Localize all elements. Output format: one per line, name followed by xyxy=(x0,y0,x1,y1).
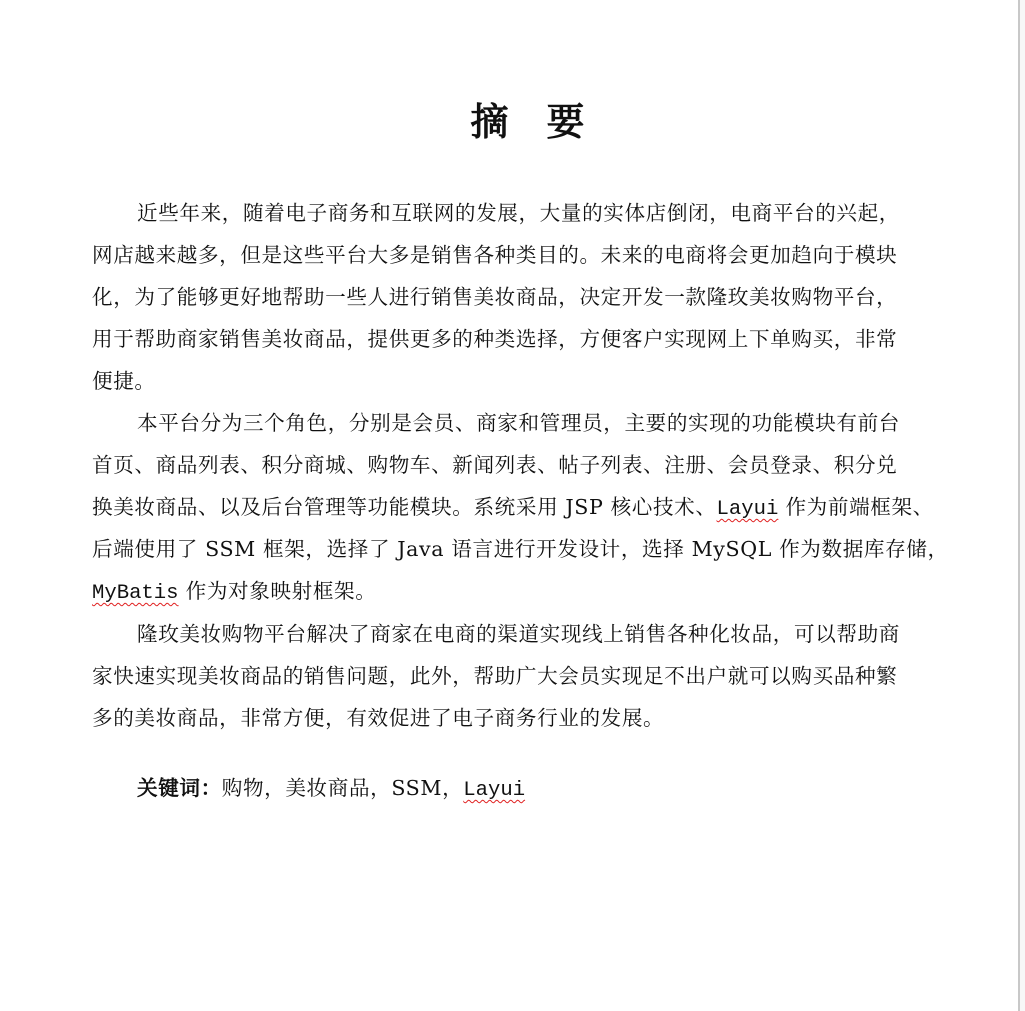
paragraph-2-line-1: 本平台分为三个角色，分别是会员、商家和管理员，主要的实现的功能模块有前台 xyxy=(137,411,900,435)
paragraph-2-line-4: 后端使用了 SSM 框架，选择了 Java 语言进行开发设计，选择 MySQL 作为数据库存储， xyxy=(92,537,949,561)
paragraph-3-line-1: 隆玫美妆购物平台解决了商家在电商的渠道实现线上销售各种化妆品，可以帮助商 xyxy=(137,622,900,646)
line-text: 换美妆商品、以及后台管理等功能模块。系统采用 JSP 核心技术、 xyxy=(92,495,717,519)
paragraph-1-line-4: 用于帮助商家销售美妆商品，提供更多的种类选择，方便客户实现网上下单购买，非常 xyxy=(92,327,898,351)
abstract-title xyxy=(0,96,1025,148)
workspace-gutter xyxy=(1020,0,1025,1011)
paragraph-2-line-2: 首页、商品列表、积分商城、购物车、新闻列表、帖子列表、注册、会员登录、积分兑 xyxy=(92,453,898,477)
paragraph-1-line-3: 化，为了能够更好地帮助一些人进行销售美妆商品，决定开发一款隆玫美妆购物平台， xyxy=(92,285,898,309)
keywords-label: 关键词： xyxy=(137,776,222,800)
keywords-text: 购物，美妆商品，SSM， xyxy=(221,776,464,800)
title-char-2: 要 xyxy=(546,100,585,144)
paragraph-1-line-1: 近些年来，随着电子商务和互联网的发展，大量的实体店倒闭，电商平台的兴起， xyxy=(137,201,900,225)
paragraph-1-line-2: 网店越来越多，但是这些平台大多是销售各种类目的。未来的电商将会更加趋向于模块 xyxy=(92,243,898,267)
paragraph-1-line-5: 便捷。 xyxy=(92,369,156,393)
spellcheck-flagged-word[interactable]: Layui xyxy=(716,498,779,521)
paragraph-3-line-3: 多的美妆商品，非常方便，有效促进了电子商务行业的发展。 xyxy=(92,706,665,730)
paragraph-2-line-3 xyxy=(92,493,967,524)
spellcheck-flagged-word[interactable]: Layui xyxy=(463,779,526,802)
paragraph-2-line-5 xyxy=(92,577,967,608)
keywords-line xyxy=(92,774,1012,805)
spellcheck-flagged-word[interactable]: MyBatis xyxy=(92,582,179,605)
line-text: 作为前端框架、 xyxy=(778,495,934,519)
paragraph-3-line-2: 家快速实现美妆商品的销售问题，此外，帮助广大会员实现足不出户就可以购买品种繁 xyxy=(92,664,898,688)
line-text: 作为对象映射框架。 xyxy=(178,579,377,603)
title-char-1: 摘 xyxy=(470,100,509,144)
